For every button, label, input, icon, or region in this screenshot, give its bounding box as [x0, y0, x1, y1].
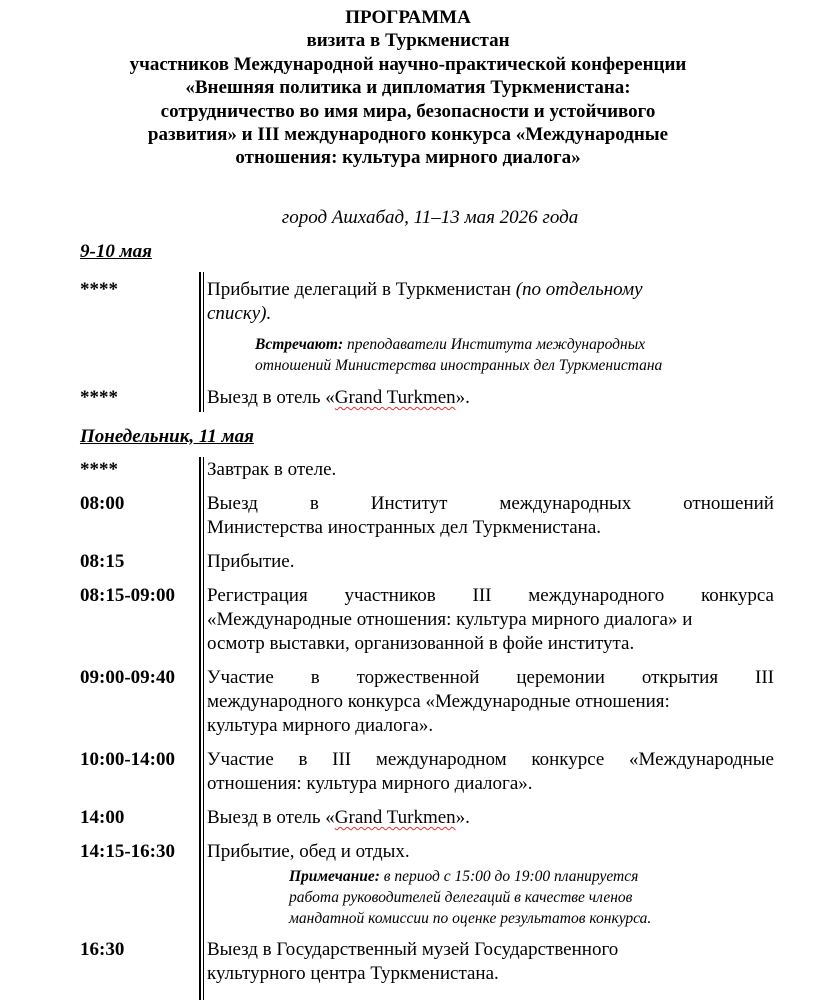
description-line: Прибытие, обед и отдых.	[207, 841, 410, 862]
description-word: Участие	[207, 749, 274, 770]
description-line: отношения: культура мирного диалога».	[207, 773, 533, 794]
note-text: в период с 15:00 до 19:00 планируется	[379, 868, 639, 885]
description-word: участников	[344, 585, 436, 606]
schedule-time: ****	[80, 459, 118, 480]
description-word: Регистрация	[207, 585, 308, 606]
schedule-time: 08:00	[80, 493, 125, 514]
description-line: культурного центра Туркменистана.	[207, 963, 499, 984]
description-text: Прибытие делегаций в Туркменистан	[207, 279, 516, 300]
description-word: международных	[499, 493, 632, 514]
header-line: «Внешняя политика и дипломатия Туркменистана:	[185, 77, 631, 99]
column-separator	[199, 457, 201, 1000]
schedule-time: ****	[80, 279, 118, 300]
schedule-description	[207, 840, 774, 864]
column-separator	[203, 457, 204, 1000]
schedule-time: 14:00	[80, 807, 125, 828]
schedule-description	[207, 550, 774, 574]
schedule-description	[207, 386, 774, 410]
header-line: развития» и III международного конкурса «Международные	[147, 124, 669, 146]
header-line: визита в Туркменистан	[306, 30, 510, 52]
schedule-time: ****	[80, 387, 118, 408]
description-word: конкурсе	[531, 749, 605, 770]
description-word: Институт	[370, 493, 448, 514]
description-word: церемонии	[516, 667, 605, 688]
schedule-description	[207, 666, 774, 738]
document-header	[0, 6, 816, 170]
schedule-description	[207, 806, 774, 830]
schedule-time: 16:30	[80, 939, 125, 960]
description-text: Выезд в отель «	[207, 807, 335, 828]
schedule-description	[207, 458, 774, 482]
header-line: участников Международной научно-практической конференции	[129, 53, 687, 75]
note-label: Встречают:	[255, 336, 344, 353]
description-italic: (по отдельному	[515, 279, 643, 300]
note-text: работа руководителей делегаций в качестве членов	[289, 889, 633, 906]
column-separator	[199, 272, 201, 412]
description-line: Завтрак в отеле.	[207, 459, 337, 480]
description-word: международного	[528, 585, 665, 606]
schedule-description	[207, 584, 774, 656]
description-line	[207, 492, 774, 516]
note-label: Примечание:	[289, 868, 380, 885]
description-line	[207, 748, 774, 772]
description-word: отношений	[683, 493, 774, 514]
header-line: сотрудничество во имя мира, безопасности и устойчивого	[160, 100, 656, 122]
schedule-time: 14:15-16:30	[80, 841, 175, 862]
note-text: отношений Министерства иностранных дел Туркменистана	[255, 357, 663, 374]
description-word: в	[298, 749, 308, 770]
description-line: Министерства иностранных дел Туркменистана.	[207, 517, 602, 538]
description-word: III	[472, 585, 492, 606]
description-word: Участие	[207, 667, 274, 688]
hotel-name: Grand Turkmen	[334, 387, 456, 408]
schedule-time: 08:15	[80, 551, 125, 572]
schedule-note	[255, 334, 662, 376]
description-word: Выезд	[207, 493, 258, 514]
schedule-description	[207, 492, 774, 540]
column-separator	[203, 272, 204, 412]
description-line: культура мирного диалога».	[207, 715, 434, 736]
day-heading: Понедельник, 11 мая	[80, 426, 254, 447]
description-line: Прибытие.	[207, 551, 295, 572]
city-date-subtitle: город Ашхабад, 11–13 мая 2026 года	[281, 207, 579, 228]
schedule-description	[207, 938, 774, 986]
description-word: в	[310, 667, 320, 688]
schedule-description	[207, 748, 774, 796]
schedule-description	[207, 278, 774, 326]
description-word: конкурса	[700, 585, 774, 606]
day-heading: 9-10 мая	[80, 241, 152, 262]
schedule-time: 09:00-09:40	[80, 667, 175, 688]
description-line: международного конкурса «Международные отношения:	[207, 691, 670, 712]
hotel-name: Grand Turkmen	[334, 807, 456, 828]
header-line: ПРОГРАММА	[345, 7, 471, 28]
description-word: открытия	[641, 667, 719, 688]
description-line: осмотр выставки, организованной в фойе института.	[207, 633, 635, 654]
schedule-note	[289, 866, 651, 929]
description-text: Выезд в отель «	[207, 387, 335, 408]
note-text: мандатной комиссии по оценке результатов конкурса.	[289, 910, 652, 927]
schedule-time: 10:00-14:00	[80, 749, 175, 770]
description-text: ».	[455, 387, 470, 408]
note-text: преподаватели Института международных	[343, 336, 646, 353]
description-word: международном	[375, 749, 507, 770]
description-word: торжественной	[356, 667, 480, 688]
description-line: Выезд в Государственный музей Государственного	[207, 939, 619, 960]
header-line: отношения: культура мирного диалога»	[235, 147, 581, 169]
description-word: в	[309, 493, 319, 514]
description-line	[207, 666, 774, 690]
schedule-time: 08:15-09:00	[80, 585, 175, 606]
description-word: III	[332, 749, 352, 770]
description-word: III	[755, 667, 774, 688]
description-text: ».	[455, 807, 470, 828]
description-word: «Международные	[629, 749, 774, 770]
description-italic: списку).	[207, 303, 272, 324]
description-line: «Международные отношения: культура мирного диалога» и	[207, 609, 693, 630]
description-line	[207, 584, 774, 608]
